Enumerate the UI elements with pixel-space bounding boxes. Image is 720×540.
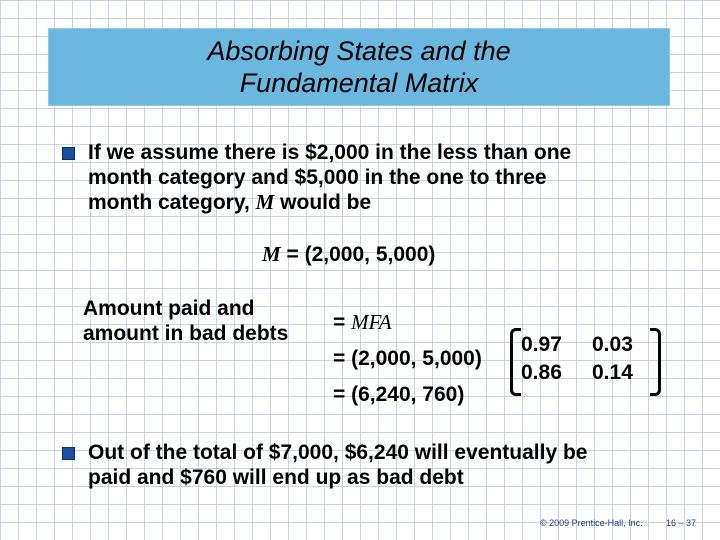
bullet-square-icon xyxy=(62,147,75,160)
matrix-right-bracket xyxy=(650,328,661,396)
bullet-2-line-2: paid and $760 will end up as bad debt xyxy=(88,466,464,489)
bullet-2-text xyxy=(88,440,588,490)
variable-m: M xyxy=(255,190,275,214)
calc-label-line-1: Amount paid and xyxy=(83,297,255,320)
calc-eq-1 xyxy=(333,310,392,335)
bullet-1-line-3-post: would be xyxy=(274,191,372,214)
bullet-square-icon xyxy=(62,447,75,460)
calc-label-line-2: amount in bad debts xyxy=(83,322,289,345)
m-equation xyxy=(262,242,435,267)
bullet-2-line-1: Out of the total of $7,000, $6,240 will eventually be xyxy=(88,441,588,464)
matrix-cell: 0.03 xyxy=(592,333,633,356)
variable-m: M xyxy=(262,242,281,266)
bullet-1-line-3-pre: month category, xyxy=(88,191,256,214)
m-equation-value: = (2,000, 5,000) xyxy=(280,243,436,266)
matrix-cell: 0.14 xyxy=(592,361,633,384)
title-line-2: Fundamental Matrix xyxy=(239,68,479,98)
matrix-cell: 0.86 xyxy=(521,361,562,384)
mfa-expression: MFA xyxy=(351,310,392,334)
calc-eq-3: = (6,240, 760) xyxy=(333,383,465,406)
bullet-1-text xyxy=(88,140,571,215)
calc-eq-2: = (2,000, 5,000) xyxy=(333,347,482,370)
slide-title xyxy=(48,28,670,106)
bullet-1-line-3 xyxy=(88,190,571,215)
eq-sign: = xyxy=(333,311,352,334)
matrix-cell: 0.97 xyxy=(521,333,562,356)
copyright-text: © 2009 Prentice-Hall, Inc. xyxy=(540,518,643,528)
bullet-1-line-1: If we assume there is $2,000 in the less than one xyxy=(88,141,572,164)
title-line-1: Absorbing States and the xyxy=(207,36,511,66)
bullet-1-line-2: month category and $5,000 in the one to three xyxy=(88,166,547,189)
page-number: 16 – 37 xyxy=(666,518,697,528)
matrix-left-bracket xyxy=(510,328,521,396)
